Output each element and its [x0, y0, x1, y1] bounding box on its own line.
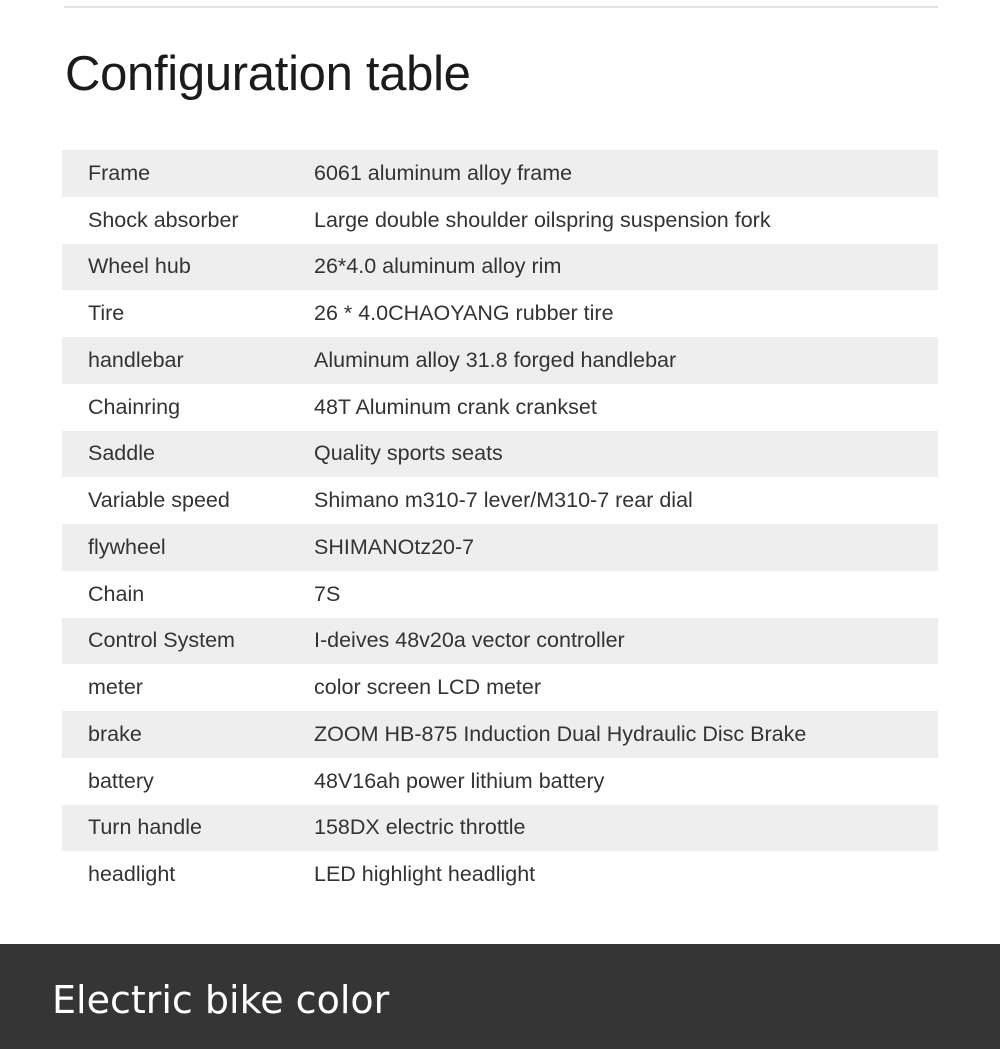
- configuration-table: [62, 150, 938, 898]
- row-value: 6061 aluminum alloy frame: [314, 160, 573, 185]
- row-label: Wheel hub: [88, 254, 191, 279]
- row-label: Chain: [88, 581, 145, 606]
- table-row: [62, 197, 938, 244]
- row-value: Shimano m310-7 lever/M310-7 rear dial: [314, 488, 693, 513]
- table-row: [62, 244, 938, 291]
- table-row: [62, 851, 938, 898]
- row-label: Chainring: [88, 394, 181, 419]
- row-value: I-deives 48v20a vector controller: [314, 628, 625, 653]
- table-row: [62, 618, 938, 665]
- table-row: [62, 664, 938, 711]
- row-value: 26*4.0 aluminum alloy rim: [314, 254, 562, 279]
- row-label: meter: [88, 675, 143, 700]
- row-label: Control System: [88, 628, 235, 653]
- row-value: ZOOM HB-875 Induction Dual Hydraulic Disc Brake: [314, 721, 807, 746]
- row-value: 158DX electric throttle: [314, 815, 526, 840]
- row-value: 48T Aluminum crank crankset: [314, 394, 597, 419]
- row-label: handlebar: [88, 347, 184, 372]
- table-row: [62, 805, 938, 852]
- table-row: [62, 711, 938, 758]
- row-label: brake: [88, 721, 142, 746]
- row-value: color screen LCD meter: [314, 675, 542, 700]
- row-label: battery: [88, 768, 154, 793]
- row-label: Frame: [88, 160, 151, 185]
- page-title: Configuration table: [65, 47, 471, 101]
- row-label: Turn handle: [88, 815, 202, 840]
- row-value: Aluminum alloy 31.8 forged handlebar: [314, 347, 677, 372]
- row-value: 48V16ah power lithium battery: [314, 768, 605, 793]
- row-label: Shock absorber: [88, 207, 239, 232]
- row-value: SHIMANOtz20-7: [314, 534, 475, 559]
- row-label: Variable speed: [88, 488, 230, 513]
- row-label: headlight: [88, 862, 176, 887]
- row-label: Tire: [88, 301, 125, 326]
- row-value: 26 * 4.0CHAOYANG rubber tire: [314, 301, 614, 326]
- table-row: [62, 150, 938, 197]
- top-divider: [64, 6, 938, 8]
- row-label: flywheel: [88, 534, 166, 559]
- row-value: 7S: [314, 581, 341, 606]
- table-row: [62, 524, 938, 571]
- row-label: Saddle: [88, 441, 155, 466]
- table-row: [62, 431, 938, 478]
- row-value: Large double shoulder oilspring suspension fork: [314, 207, 771, 232]
- table-row: [62, 384, 938, 431]
- table-row: [62, 337, 938, 384]
- row-value: Quality sports seats: [314, 441, 503, 466]
- table-row: [62, 477, 938, 524]
- row-value: LED highlight headlight: [314, 862, 536, 887]
- section-heading: Electric bike color: [52, 978, 390, 1022]
- table-row: [62, 290, 938, 337]
- table-row: [62, 571, 938, 618]
- table-row: [62, 758, 938, 805]
